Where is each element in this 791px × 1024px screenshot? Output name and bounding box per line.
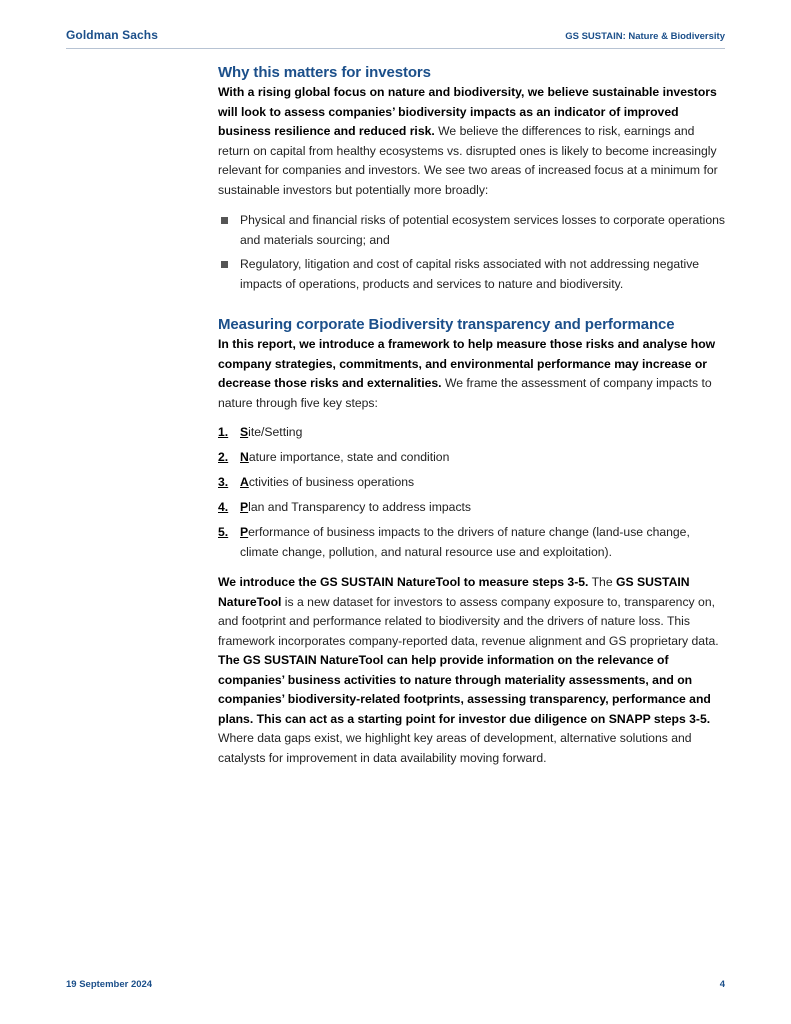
- list-item: [218, 473, 728, 493]
- risk-bullet-list: [218, 211, 728, 294]
- step-text: ite/Setting: [248, 425, 303, 439]
- main-content: [218, 63, 728, 768]
- step-initial: N: [240, 450, 249, 464]
- naturetool-text-2: is a new dataset for investors to assess company exposure to, transparency on, and footprint and performance related to biodiversity and the drivers of nature loss. This framework incorporates company-reported data, revenue alignment and GS proprietary data.: [218, 594, 719, 648]
- naturetool-text-1: The: [588, 575, 616, 589]
- step-initial: A: [240, 475, 249, 489]
- naturetool-text-3: Where data gaps exist, we highlight key areas of development, alternative solutions and catalysts for improvement in data availability moving forward.: [218, 731, 692, 765]
- step-initial: P: [240, 500, 249, 514]
- section-heading-why-matters: Why this matters for investors: [218, 64, 431, 81]
- bullet-text: Regulatory, litigation and cost of capital risks associated with not addressing negative impacts of operations, products and services to nature and biodiversity.: [240, 257, 700, 291]
- section1-intro-rest: We believe the differences to risk, earnings and return on capital from healthy ecosystems vs. disrupted ones is likely to become increasingly relevant for companies and investors. We see two areas of increased focus at a minimum for sustainable investors but potentially more broadly:: [218, 124, 718, 197]
- naturetool-bold-2: GS SUSTAIN NatureTool: [218, 575, 690, 609]
- list-item: [218, 498, 728, 518]
- header-divider: [66, 48, 725, 49]
- list-item: [218, 423, 728, 443]
- naturetool-bold-3: The GS SUSTAIN NatureTool can help provide information on the relevance of companies’ business activities to nature through materiality assessments, and on companies’ biodiversity-related footprints, assessing transparency, performance and plans. This can act as a starting point for investor due diligence on SNAPP steps 3-5.: [218, 653, 711, 726]
- step-text: ature importance, state and condition: [248, 450, 450, 464]
- step-number: 5.: [218, 525, 229, 539]
- snapp-steps-list: [218, 423, 728, 562]
- step-initial: S: [240, 425, 249, 439]
- section2-intro-rest: We frame the assessment of company impacts to nature through five key steps:: [218, 376, 712, 410]
- page-number: 4: [719, 979, 725, 990]
- section2-intro: [218, 335, 728, 413]
- section-measuring: [218, 315, 728, 768]
- step-number: 4.: [218, 500, 229, 514]
- report-title: GS SUSTAIN: Nature & Biodiversity: [565, 31, 725, 42]
- step-text: lan and Transparency to address impacts: [248, 500, 472, 514]
- bullet-text: Physical and financial risks of potential ecosystem services losses to corporate operations and materials sourcing; and: [240, 213, 726, 247]
- step-text: ctivities of business operations: [248, 475, 415, 489]
- step-number: 3.: [218, 475, 229, 489]
- step-number: 1.: [218, 425, 229, 439]
- section-heading-measuring: Measuring corporate Biodiversity transparency and performance: [218, 316, 675, 333]
- step-number: 2.: [218, 450, 229, 464]
- square-bullet-icon: [221, 217, 228, 224]
- section1-intro: [218, 83, 728, 200]
- list-item: [218, 211, 728, 250]
- section1-intro-bold: With a rising global focus on nature and biodiversity, we believe sustainable investors will look to assess companies’ biodiversity impacts as an indicator of improved business resilience and reduced risk.: [218, 85, 717, 138]
- list-item: [218, 523, 728, 562]
- square-bullet-icon: [221, 261, 228, 268]
- step-text: erformance of business impacts to the drivers of nature change (land-use change, climate change, pollution, and natural resource use and exploitation).: [240, 525, 690, 559]
- brand-name: Goldman Sachs: [66, 28, 158, 42]
- step-initial: P: [240, 525, 249, 539]
- list-item: [218, 255, 728, 294]
- naturetool-paragraph: [218, 573, 728, 768]
- naturetool-bold-1: We introduce the GS SUSTAIN NatureTool to measure steps 3-5.: [218, 575, 589, 589]
- list-item: [218, 448, 728, 468]
- report-date: 19 September 2024: [66, 979, 153, 990]
- section2-intro-bold: In this report, we introduce a framework to help measure those risks and analyse how company strategies, commitments, and environmental performance may increase or decrease those risks and externalities.: [218, 337, 716, 390]
